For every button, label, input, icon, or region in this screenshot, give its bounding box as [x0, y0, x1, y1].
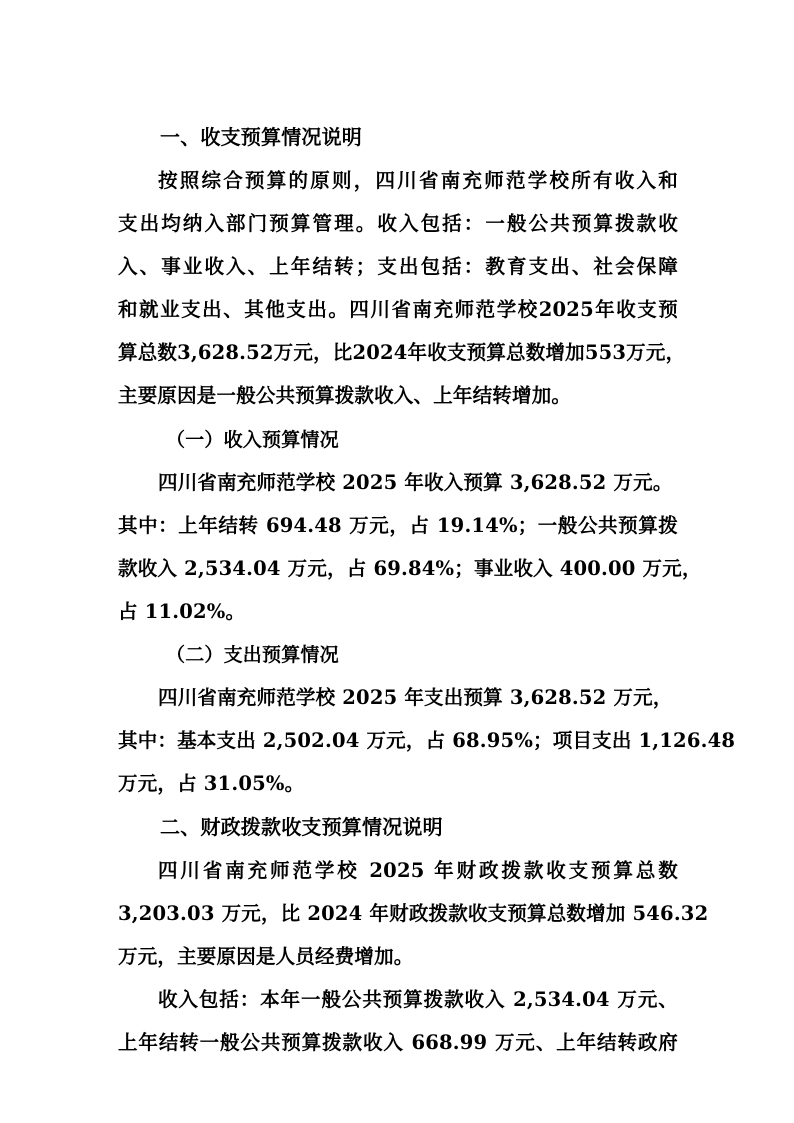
section-heading-2: 二、财政拨款收支预算情况说明 — [160, 815, 443, 839]
subsection-heading-1: （一）收入预算情况 — [166, 429, 339, 451]
paragraph-line: 3,203.03 万元，比 2024 年财政拨款收支预算总数增加 546.32 — [118, 902, 709, 925]
paragraph-line: 万元，占 31.05%。 — [118, 772, 305, 795]
paragraph-line: 和就业支出、其他支出。四川省南充师范学校2025年收支预 — [118, 298, 678, 321]
paragraph-line: 万元，主要原因是人员经费增加。 — [118, 945, 414, 968]
paragraph-line: 收入包括：本年一般公共预算拨款收入 2,534.04 万元、 — [158, 988, 678, 1011]
paragraph-line: 其中：基本支出 2,502.04 万元，占 68.95%；项目支出 1,126.48 — [118, 729, 736, 752]
paragraph-line: 主要原因是一般公共预算拨款收入、上年结转增加。 — [118, 384, 572, 407]
paragraph-line: 款收入 2,534.04 万元，占 69.84%；事业收入 400.00 万元， — [118, 557, 702, 580]
paragraph-line: 四川省南充师范学校 2025 年支出预算 3,628.52 万元， — [158, 686, 673, 709]
paragraph-line: 按照综合预算的原则，四川省南充师范学校所有收入和 — [158, 169, 678, 192]
paragraph-line: 上年结转一般公共预算拨款收入 668.99 万元、上年结转政府 — [118, 1031, 678, 1054]
paragraph-line: 其中：上年结转 694.48 万元，占 19.14%；一般公共预算拨 — [118, 514, 678, 537]
paragraph-line: 四川省南充师范学校 2025 年收入预算 3,628.52 万元。 — [158, 471, 673, 494]
subsection-heading-2: （二）支出预算情况 — [166, 644, 339, 666]
section-heading-1: 一、收支预算情况说明 — [160, 125, 362, 149]
paragraph-line: 入、事业收入、上年结转；支出包括：教育支出、社会保障 — [118, 255, 678, 278]
paragraph-line: 算总数3,628.52万元，比2024年收支预算总数增加553万元， — [118, 341, 686, 364]
paragraph-line: 支出均纳入部门预算管理。收入包括：一般公共预算拨款收 — [118, 212, 678, 235]
paragraph-line: 占 11.02%。 — [118, 600, 246, 623]
paragraph-line: 四川省南充师范学校 2025 年财政拨款收支预算总数 — [158, 859, 678, 882]
